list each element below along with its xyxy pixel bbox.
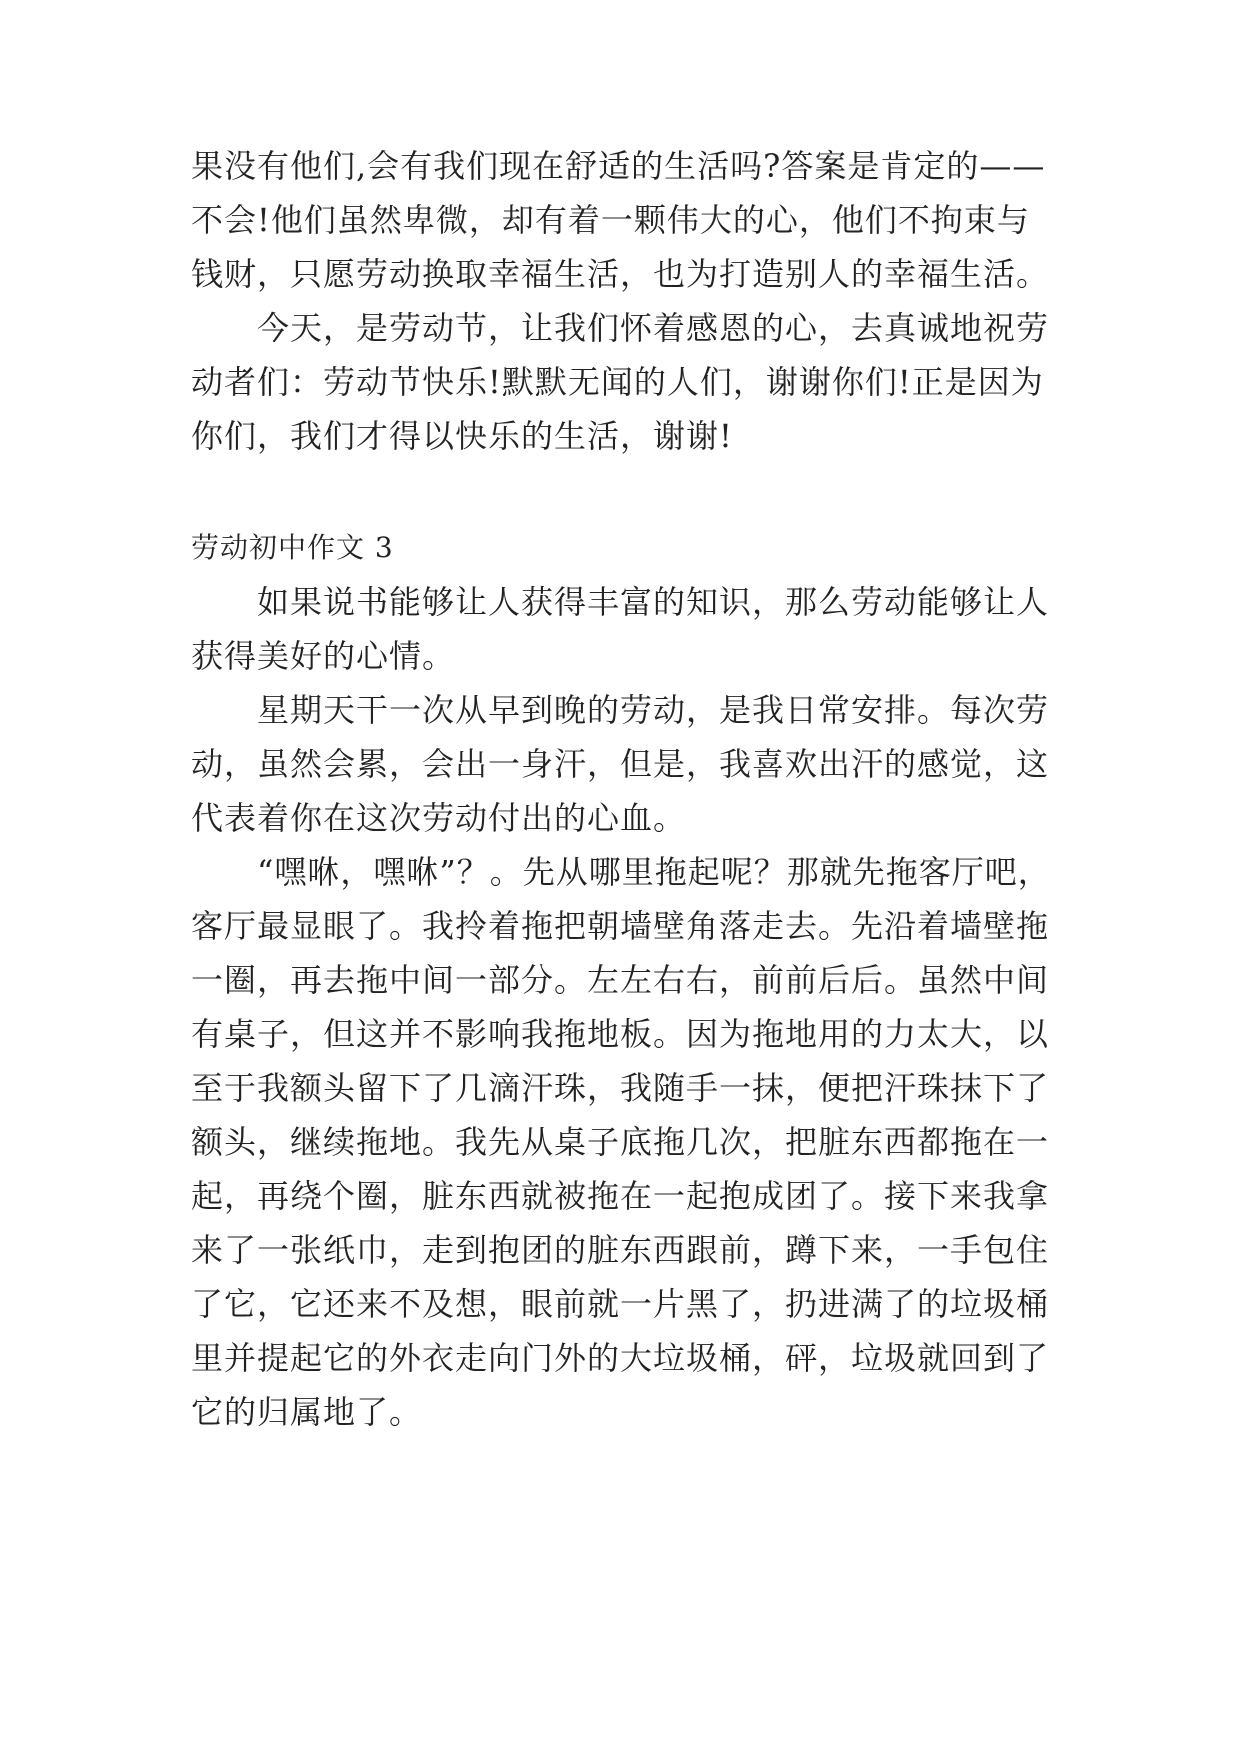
- paragraph-line: 客厅最显眼了。我拎着拖把朝墙壁角落走去。先沿着墙壁拖: [191, 907, 1050, 945]
- paragraph-line: 一圈，再去拖中间一部分。左左右右，前前后后。虽然中间: [191, 961, 1050, 999]
- paragraph-line: 了它，它还来不及想，眼前就一片黑了，扔进满了的垃圾桶: [191, 1285, 1050, 1323]
- paragraph-line: 有桌子，但这并不影响我拖地板。因为拖地用的力太大，以: [191, 1015, 1050, 1053]
- paragraph-line: “嘿咻，嘿咻”？。先从哪里拖起呢？那就先拖客厅吧，: [257, 853, 1051, 891]
- paragraph-line: 今天，是劳动节，让我们怀着感恩的心，去真诚地祝劳: [257, 309, 1050, 347]
- paragraph-line: 来了一张纸巾，走到抱团的脏东西跟前，蹲下来，一手包住: [191, 1231, 1050, 1269]
- paragraph-line: 至于我额头留下了几滴汗珠，我随手一抹，便把汗珠抹下了: [191, 1069, 1050, 1107]
- paragraph-line: 额头，继续拖地。我先从桌子底拖几次，把脏东西都拖在一: [191, 1123, 1050, 1161]
- paragraph-line: 星期天干一次从早到晚的劳动，是我日常安排。每次劳: [257, 691, 1050, 729]
- paragraph-line: 里并提起它的外衣走向门外的大垃圾桶，砰，垃圾就回到了: [191, 1339, 1050, 1377]
- paragraph-line: 你们，我们才得以快乐的生活，谢谢!: [191, 417, 733, 455]
- paragraph-line: 它的归属地了。: [191, 1393, 423, 1431]
- paragraph-line: 起，再绕个圈，脏东西就被拖在一起抱成团了。接下来我拿: [191, 1177, 1050, 1215]
- paragraph-line: 获得美好的心情。: [191, 637, 456, 675]
- section-heading: 劳动初中作文 3: [191, 531, 394, 564]
- paragraph-line: 如果说书能够让人获得丰富的知识，那么劳动能够让人: [257, 583, 1050, 621]
- paragraph-line: 代表着你在这次劳动付出的心血。: [191, 799, 687, 837]
- paragraph-line: 动者们：劳动节快乐!默默无闻的人们，谢谢你们!正是因为: [191, 363, 1044, 401]
- paragraph-line: 动，虽然会累，会出一身汗，但是，我喜欢出汗的感觉，这: [191, 745, 1050, 783]
- paragraph-line: 不会!他们虽然卑微，却有着一颗伟大的心，他们不拘束与: [191, 201, 1030, 239]
- paragraph-line: 果没有他们,会有我们现在舒适的生活吗?答案是肯定的——: [191, 147, 1046, 185]
- paragraph-line: 钱财，只愿劳动换取幸福生活，也为打造别人的幸福生活。: [191, 255, 1050, 293]
